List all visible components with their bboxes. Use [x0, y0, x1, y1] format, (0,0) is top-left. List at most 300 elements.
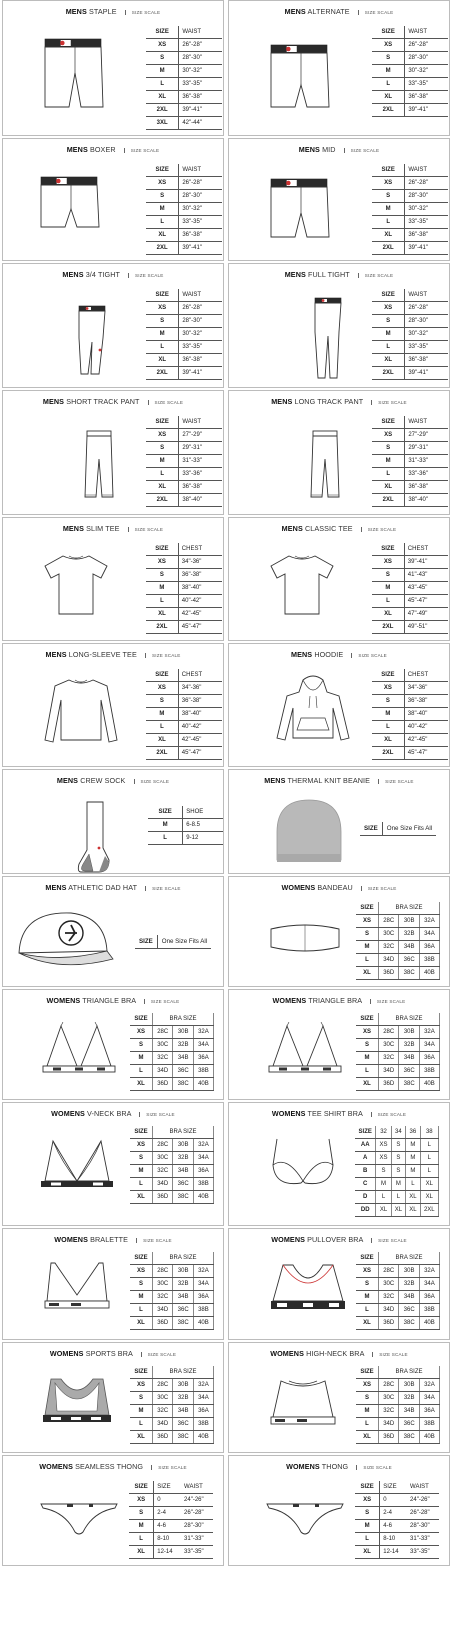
table-cell: 26"-28": [181, 1507, 213, 1520]
panel-title-size-scale: SIZE SCALE: [358, 10, 394, 15]
table-row: [146, 621, 222, 634]
panel-title: [229, 1462, 449, 1472]
table-row: [146, 341, 222, 354]
table-cell: 36D: [379, 1317, 399, 1330]
panel-title: [229, 996, 449, 1006]
table-cell: S: [372, 442, 405, 455]
panel-title-category: WOMENS: [272, 996, 307, 1005]
table-cell: L: [356, 954, 379, 967]
table-row: [146, 721, 222, 734]
table-cell: 30C: [153, 1392, 173, 1405]
table-cell: L: [356, 1304, 379, 1317]
table-cell: 38B: [193, 1065, 213, 1078]
table-cell: 30B: [173, 1026, 193, 1039]
boxer-mid-illustration: [265, 173, 335, 253]
table-header-cell: SIZE: [146, 669, 178, 682]
table-row: [146, 65, 222, 78]
table-cell: 42"-44": [179, 117, 222, 130]
table-cell: 36D: [153, 1191, 173, 1204]
table-cell: 2XL: [146, 747, 178, 760]
panel-title-size-scale: SIZE SCALE: [371, 400, 407, 405]
table-cell: 6-8.5: [183, 819, 224, 832]
table-cell: 32C: [153, 1165, 173, 1178]
header-bra-size: BRA SIZE: [379, 902, 440, 915]
boxer-short-illustration: [35, 171, 105, 246]
table-cell: XL: [391, 1204, 405, 1217]
table-cell: S: [146, 695, 178, 708]
table-cell: 32A: [193, 1265, 213, 1278]
table-cell: 28"-30": [181, 1520, 213, 1533]
table-cell: S: [391, 1165, 405, 1178]
table-cell: 36"-38": [404, 695, 448, 708]
table-cell: 34B: [399, 941, 419, 954]
table-row: [130, 1078, 214, 1091]
table-cell: 34"-36": [178, 556, 222, 569]
table-cell: 36"-38": [179, 229, 222, 242]
table-row: [356, 1379, 440, 1392]
panel-title-product: FULL TIGHT: [308, 270, 350, 279]
table-header-cell: SIZE: [146, 164, 179, 177]
table-row: [356, 1317, 440, 1330]
table-cell: 30B: [173, 1265, 193, 1278]
table-cell: 34A: [419, 1039, 439, 1052]
table-cell: M: [148, 819, 183, 832]
triangle-illustration: [265, 1022, 345, 1087]
table-cell: XL: [356, 967, 379, 980]
table-cell: 28C: [153, 1265, 173, 1278]
table-row: [355, 1191, 439, 1204]
table-cell: 30C: [379, 1278, 399, 1291]
panel-title-size-scale: SIZE SCALE: [139, 1112, 175, 1117]
panel-title-category: WOMENS: [51, 1109, 85, 1118]
table-cell: M: [130, 1405, 153, 1418]
table-cell: S: [146, 52, 179, 65]
table-row: [372, 721, 448, 734]
size-table: [129, 1481, 213, 1559]
panel-title-size-scale: SIZE SCALE: [371, 1238, 407, 1243]
table-row: [372, 216, 448, 229]
table-cell: 38B: [419, 1418, 439, 1431]
panel-title-product: BANDEAU: [317, 883, 353, 892]
table-header-cell: CHEST: [404, 543, 448, 556]
panel-title-category: MENS: [271, 397, 293, 406]
table-header-cell: 32: [376, 1126, 391, 1139]
table-cell: 45"-47": [178, 747, 222, 760]
table-cell: 38B: [193, 1418, 213, 1431]
panel-title-category: WOMENS: [271, 1235, 306, 1244]
table-cell: XL: [406, 1191, 420, 1204]
table-cell: 2XL: [146, 242, 179, 255]
table-cell: 36C: [173, 1065, 193, 1078]
table-cell: 0: [154, 1494, 181, 1507]
table-cell: L: [372, 341, 405, 354]
table-cell: 34A: [193, 1278, 213, 1291]
table-row: [356, 941, 440, 954]
table-row: [148, 819, 224, 832]
table-cell: 40B: [419, 1431, 439, 1444]
panel-title-product: TEE SHIRT BRA: [307, 1109, 363, 1118]
panel-title: [229, 145, 449, 155]
table-cell: XL: [420, 1191, 438, 1204]
table-row: [146, 442, 222, 455]
size-label: SIZE: [135, 935, 157, 949]
panel-title-size-scale: SIZE SCALE: [372, 1352, 408, 1357]
table-cell: L: [376, 1191, 391, 1204]
table-row: [372, 52, 448, 65]
table-cell: S: [146, 190, 179, 203]
table-row: [146, 229, 222, 242]
table-header-cell: SIZE: [372, 164, 405, 177]
table-row: [130, 1039, 214, 1052]
table-row: [130, 1265, 214, 1278]
table-row: [146, 708, 222, 721]
panel-title-product: THERMAL KNIT BEANIE: [287, 776, 371, 785]
hoodie-illustration: [273, 674, 353, 751]
table-cell: 34B: [173, 1405, 193, 1418]
panel-title-product: HOODIE: [314, 650, 344, 659]
table-cell: L: [130, 1065, 153, 1078]
header-bra-size: BRA SIZE: [153, 1252, 214, 1265]
triangle-illustration: [39, 1022, 119, 1087]
table-cell: XL: [406, 1204, 420, 1217]
table-cell: L: [420, 1139, 438, 1152]
table-header-cell: WAIST: [181, 1481, 213, 1494]
table-cell: 36C: [399, 954, 419, 967]
table-header-cell: SIZE: [146, 543, 178, 556]
size-panel-mens-classic-tee: [228, 517, 450, 641]
size-table: [372, 289, 448, 380]
table-row: [146, 695, 222, 708]
table-cell: 40B: [419, 1078, 439, 1091]
table-cell: 30B: [173, 1139, 193, 1152]
table-cell: 38C: [399, 1078, 419, 1091]
table-row: [146, 595, 222, 608]
size-table: [355, 1126, 439, 1217]
panel-title-product: LONG-SLEEVE TEE: [68, 650, 137, 659]
header-bra-size: BRA SIZE: [379, 1366, 440, 1379]
table-cell: XS: [372, 556, 404, 569]
size-value: One Size Fits All: [157, 935, 211, 949]
table-cell: 2XL: [372, 494, 405, 507]
table-cell: S: [146, 442, 179, 455]
size-table: [148, 806, 224, 845]
table-cell: 34B: [399, 1405, 419, 1418]
table-cell: S: [372, 695, 404, 708]
table-cell: 2XL: [420, 1204, 438, 1217]
table-cell: S: [355, 1507, 380, 1520]
table-cell: S: [372, 315, 405, 328]
table-row: [130, 1152, 214, 1165]
table-cell: M: [146, 65, 179, 78]
table-cell: 34A: [193, 1392, 213, 1405]
size-panel-womens-triangle-bra-2: [228, 989, 450, 1100]
table-cell: 26"-28": [179, 177, 222, 190]
table-row: [146, 242, 222, 255]
table-row: [372, 78, 448, 91]
table-row: [356, 1405, 440, 1418]
table-cell: XS: [146, 302, 179, 315]
table-cell: 36C: [173, 1418, 193, 1431]
panel-title-product: SLIM TEE: [86, 524, 120, 533]
table-row: [130, 1178, 214, 1191]
table-cell: 36A: [419, 941, 439, 954]
table-cell: 2XL: [372, 747, 404, 760]
table-cell: 31"-33": [405, 455, 448, 468]
table-cell: 33"-35": [181, 1546, 213, 1559]
table-cell: 32A: [419, 1026, 439, 1039]
table-row: [129, 1533, 213, 1546]
table-cell: L: [372, 595, 404, 608]
table-row: [146, 104, 222, 117]
table-cell: 26"-28": [407, 1507, 439, 1520]
panel-title-size-scale: SIZE SCALE: [358, 273, 394, 278]
table-row: [356, 1278, 440, 1291]
table-cell: 34D: [379, 1304, 399, 1317]
size-value: One Size Fits All: [382, 822, 436, 836]
panel-title: [3, 996, 223, 1006]
table-cell: 34B: [399, 1291, 419, 1304]
table-row: [372, 455, 448, 468]
table-row: [130, 1065, 214, 1078]
table-cell: 3XL: [146, 117, 179, 130]
panel-title-product: PULLOVER BRA: [307, 1235, 364, 1244]
table-cell: 36D: [153, 1317, 173, 1330]
table-cell: 45"-47": [404, 747, 448, 760]
table-cell: 38C: [173, 1078, 193, 1091]
table-cell: S: [146, 569, 178, 582]
table-row: [146, 481, 222, 494]
table-cell: 28"-30": [179, 315, 222, 328]
table-cell: XS: [146, 682, 178, 695]
sportsbra-illustration: [37, 1375, 117, 1440]
size-table: [356, 1252, 440, 1330]
table-cell: S: [372, 190, 405, 203]
table-row: [372, 442, 448, 455]
table-cell: 9-12: [183, 832, 224, 845]
table-cell: XS: [356, 1026, 379, 1039]
table-cell: XL: [356, 1431, 379, 1444]
panel-title: [3, 1235, 223, 1245]
table-row: [372, 354, 448, 367]
table-cell: XS: [376, 1152, 391, 1165]
panel-title-size-scale: SIZE SCALE: [124, 148, 160, 153]
table-cell: S: [356, 1392, 379, 1405]
table-row: [356, 1431, 440, 1444]
table-row: [372, 65, 448, 78]
table-cell: S: [391, 1152, 405, 1165]
table-header-cell: WAIST: [179, 164, 222, 177]
table-row: [129, 1546, 213, 1559]
pullover-illustration: [263, 1261, 353, 1326]
table-cell: 40B: [193, 1078, 213, 1091]
table-header-cell: SIZE: [154, 1481, 181, 1494]
panel-title-product: SEAMLESS THONG: [75, 1462, 144, 1471]
panel-title-product: BRALETTE: [90, 1235, 129, 1244]
table-row: [146, 354, 222, 367]
table-cell: 31"-33": [181, 1533, 213, 1546]
table-row: [356, 1078, 440, 1091]
size-panel-mens-boxer: [2, 138, 224, 261]
table-cell: 4-6: [380, 1520, 407, 1533]
table-cell: 28C: [153, 1139, 173, 1152]
table-header-cell: CHEST: [404, 669, 448, 682]
table-cell: 33"-35": [405, 341, 448, 354]
table-cell: XS: [356, 1379, 379, 1392]
table-cell: 34D: [153, 1418, 173, 1431]
table-row: [146, 91, 222, 104]
table-row: [130, 1278, 214, 1291]
table-cell: 38B: [193, 1304, 213, 1317]
table-cell: 26"-28": [405, 39, 448, 52]
table-row: [146, 582, 222, 595]
table-header-cell: WAIST: [405, 26, 448, 39]
table-cell: 38B: [193, 1178, 213, 1191]
table-cell: 33"-36": [179, 468, 222, 481]
panel-title-category: WOMENS: [281, 883, 316, 892]
highneck-illustration: [263, 1377, 343, 1442]
table-cell: 30"-32": [405, 328, 448, 341]
header-bra-size: BRA SIZE: [153, 1013, 214, 1026]
table-cell: 2XL: [146, 367, 179, 380]
table-header-cell: WAIST: [179, 26, 222, 39]
panel-title: [229, 270, 449, 280]
table-cell: 36A: [419, 1291, 439, 1304]
table-row: [356, 954, 440, 967]
table-cell: 38B: [419, 954, 439, 967]
table-row: [356, 1265, 440, 1278]
panel-title: [229, 7, 449, 17]
table-header-cell: SIZE: [146, 289, 179, 302]
table-cell: S: [129, 1507, 154, 1520]
table-row: [372, 190, 448, 203]
table-cell: L: [130, 1304, 153, 1317]
table-cell: L: [355, 1533, 380, 1546]
table-cell: 36A: [193, 1052, 213, 1065]
header-bra-size: BRA SIZE: [379, 1013, 440, 1026]
table-row: [146, 367, 222, 380]
table-cell: L: [148, 832, 183, 845]
table-cell: 30C: [379, 928, 399, 941]
table-cell: 2XL: [372, 104, 405, 117]
table-row: [372, 328, 448, 341]
table-cell: 42"-45": [178, 608, 222, 621]
table-header-cell: WAIST: [405, 416, 448, 429]
table-cell: 45"-47": [404, 595, 448, 608]
table-row: [355, 1533, 439, 1546]
table-cell: S: [356, 1039, 379, 1052]
table-cell: L: [372, 216, 405, 229]
size-panel-womens-thong: [228, 1455, 450, 1566]
table-cell: XL: [372, 734, 404, 747]
table-cell: 34"-36": [178, 682, 222, 695]
panel-title: [3, 1462, 223, 1472]
table-cell: M: [406, 1139, 420, 1152]
table-row: [146, 569, 222, 582]
size-table: [130, 1126, 214, 1204]
panel-title-category: WOMENS: [54, 1235, 88, 1244]
table-cell: 34D: [153, 1065, 173, 1078]
table-cell: L: [146, 341, 179, 354]
table-cell: 28C: [379, 1026, 399, 1039]
table-cell: M: [406, 1152, 420, 1165]
table-row: [146, 468, 222, 481]
table-cell: L: [130, 1178, 153, 1191]
panel-title-size-scale: SIZE SCALE: [351, 653, 387, 658]
table-row: [355, 1494, 439, 1507]
table-cell: L: [129, 1533, 154, 1546]
table-cell: XL: [130, 1317, 153, 1330]
table-cell: 38C: [173, 1191, 193, 1204]
table-row: [372, 104, 448, 117]
table-cell: 33"-35": [405, 216, 448, 229]
table-header-cell: SIZE: [372, 289, 405, 302]
table-cell: 39"-41": [179, 367, 222, 380]
table-header-cell: 38: [420, 1126, 438, 1139]
table-cell: 32B: [399, 928, 419, 941]
teeshirtbra-illustration: [263, 1137, 343, 1202]
table-cell: L: [146, 78, 179, 91]
table-cell: XS: [130, 1026, 153, 1039]
table-cell: 30C: [153, 1152, 173, 1165]
table-row: [372, 468, 448, 481]
panel-title-product: ALTERNATE: [307, 7, 350, 16]
table-cell: 36"-38": [179, 354, 222, 367]
table-header-cell: SIZE: [146, 416, 179, 429]
table-cell: 38"-40": [178, 708, 222, 721]
table-cell: 33"-35": [405, 78, 448, 91]
table-cell: 28"-30": [405, 52, 448, 65]
table-cell: L: [372, 721, 404, 734]
table-row: [372, 682, 448, 695]
table-cell: XL: [372, 354, 405, 367]
panel-title-product: MID: [322, 145, 336, 154]
tee-illustration: [41, 550, 111, 625]
table-row: [146, 455, 222, 468]
table-cell: XS: [146, 556, 178, 569]
table-cell: 38B: [419, 1304, 439, 1317]
panel-title: [3, 7, 223, 17]
panel-title-size-scale: SIZE SCALE: [128, 527, 164, 532]
panel-title-category: MENS: [45, 883, 67, 892]
table-cell: 40B: [193, 1431, 213, 1444]
table-cell: XS: [355, 1494, 380, 1507]
table-cell: D: [355, 1191, 376, 1204]
panel-title-product: THONG: [321, 1462, 349, 1471]
table-cell: L: [391, 1191, 405, 1204]
table-cell: M: [355, 1520, 380, 1533]
pant-illustration: [305, 425, 345, 510]
table-cell: XL: [372, 91, 405, 104]
table-cell: M: [356, 1052, 379, 1065]
size-label: SIZE: [360, 822, 382, 836]
table-cell: S: [130, 1152, 153, 1165]
size-panel-womens-bandeau: [228, 876, 450, 987]
table-cell: L: [146, 595, 178, 608]
size-panel-womens-v-neck-bra: [2, 1102, 224, 1226]
table-cell: 30C: [153, 1278, 173, 1291]
table-cell: XS: [372, 177, 405, 190]
table-row: [129, 1494, 213, 1507]
table-cell: XS: [130, 1139, 153, 1152]
panel-title-category: MENS: [298, 145, 320, 154]
table-cell: 41"-43": [404, 569, 448, 582]
table-cell: XL: [355, 1546, 380, 1559]
table-row: [130, 1317, 214, 1330]
table-header-cell: SIZE: [372, 416, 405, 429]
table-row: [372, 494, 448, 507]
table-header-cell: WAIST: [407, 1481, 439, 1494]
table-cell: DD: [355, 1204, 376, 1217]
